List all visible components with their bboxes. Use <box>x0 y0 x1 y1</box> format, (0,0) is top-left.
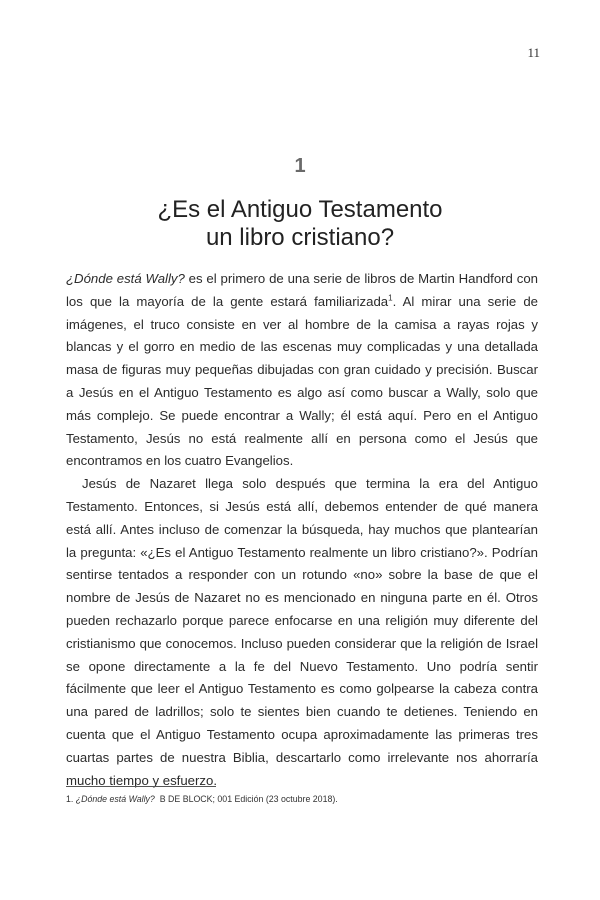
footnote-divider <box>66 786 216 787</box>
footnote-reference[interactable]: 1 <box>388 293 393 303</box>
chapter-number: 1 <box>294 155 306 177</box>
footnote <box>66 793 538 805</box>
chapter-title-line-2: un libro cristiano? <box>205 224 395 251</box>
body-text <box>66 268 538 792</box>
page-number: 11 <box>527 45 540 60</box>
footnote-book-title: ¿Dónde está Wally? <box>75 794 155 804</box>
chapter-title-line-1: ¿Es el Antiguo Testamento <box>157 196 443 223</box>
footnote-number: 1. <box>66 794 76 804</box>
paragraph-1-text-b: . Al mirar una serie de imágenes, el truco consiste en ver al hombre de la camisa a rayas rojas y blancas y el gorro en medio de las escenas muy complicadas y una detallada masa de figuras muy pequeñas dibujadas con gran cuidado y precisión. Buscar a Jesús en el Antiguo Testamento es algo así como buscar a Wally, solo que más complejo. Se puede encontrar a Wally; él está aquí. Pero en el Antiguo Testamento, Jesús no está realmente allí en persona como el Jesús que encontramos en los cuatro Evangelios. <box>66 293 538 469</box>
paragraph-2: Jesús de Nazaret llega solo después que termina la era del Antiguo Testamento. Entonces, si Jesús está allí, debemos entender de qué manera está allí. Antes incluso de comenzar la búsqueda, hay muchos que plantearían la pregunta: «¿Es el Antiguo Testamento realmente un libro cristiano?». Podrían sentirse tentados a responder con un rotundo «no» sobre la base de que el nombre de Jesús de Nazaret no es mencionado en ninguna parte en él. Otros pueden rechazarlo porque parece enfocarse en una religión muy diferente del cristianismo que conocemos. Incluso pueden considerar que la religión de Israel se opone directamente a la fe del Nuevo Testamento. Uno podría sentir fácilmente que leer el Antiguo Testamento es como golpearse la cabeza contra una pared de ladrillos; solo te sientes bien cuando te detienes. Teniendo en cuenta que el Antiguo Testamento ocupa aproximadamente las primeras tres cuartas partes de nuestra Biblia, descartarlo como irrelevante nos ahorraría mucho tiempo y esfuerzo. <box>66 476 538 788</box>
book-title-italic: ¿Dónde está Wally? <box>66 271 185 286</box>
paragraph-1 <box>66 268 538 473</box>
chapter-title <box>0 196 600 252</box>
footnote-text: B DE BLOCK; 001 Edición (23 octubre 2018). <box>154 794 338 804</box>
paragraph-1-text-a: es el primero de una serie de libros de Martin Handford con los que la mayoría de la gente estará familiarizada <box>66 271 538 309</box>
